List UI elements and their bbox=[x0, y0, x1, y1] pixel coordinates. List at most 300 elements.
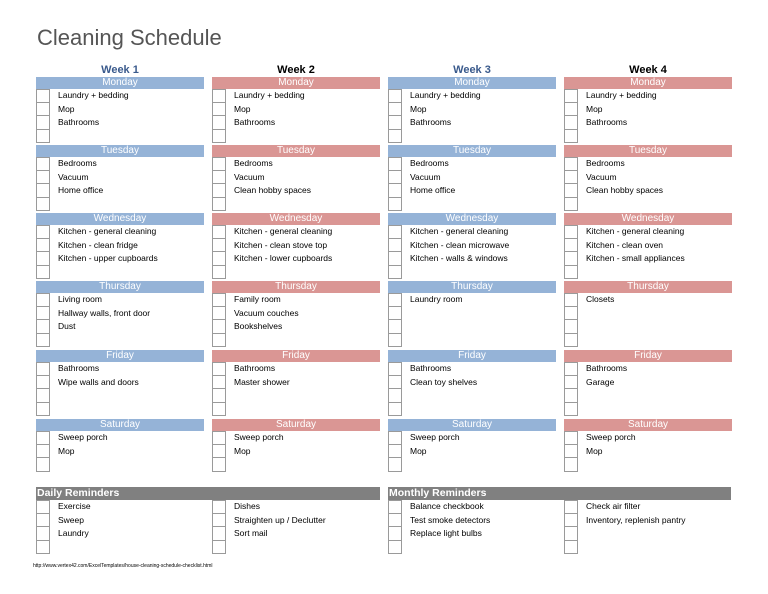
task-row bbox=[36, 458, 204, 472]
task-row bbox=[388, 252, 556, 266]
task-row bbox=[36, 376, 204, 390]
day-block bbox=[388, 419, 556, 472]
task-row bbox=[388, 239, 556, 253]
task-checkbox[interactable] bbox=[36, 116, 50, 130]
task-row bbox=[212, 198, 380, 212]
task-checkbox[interactable] bbox=[564, 198, 578, 212]
task-text: Kitchen - lower cupboards bbox=[234, 253, 333, 264]
task-text: Mop bbox=[586, 103, 603, 114]
task-row bbox=[564, 431, 732, 445]
task-checkbox[interactable] bbox=[36, 225, 50, 239]
task-row bbox=[388, 130, 556, 144]
task-row bbox=[36, 514, 204, 528]
task-row bbox=[36, 307, 204, 321]
task-checkbox[interactable] bbox=[388, 198, 402, 212]
task-checkbox[interactable] bbox=[388, 514, 402, 528]
task-text: Kitchen - general cleaning bbox=[58, 226, 157, 236]
week-header: Week 2 bbox=[277, 64, 315, 76]
task-checkbox[interactable] bbox=[36, 514, 50, 528]
task-checkbox[interactable] bbox=[564, 541, 578, 555]
day-header: Tuesday bbox=[36, 145, 204, 157]
task-row bbox=[212, 225, 380, 239]
task-text: Bathrooms bbox=[234, 363, 276, 373]
task-text: Sweep porch bbox=[410, 432, 460, 442]
task-row bbox=[36, 157, 204, 171]
day-block bbox=[388, 77, 556, 143]
task-row bbox=[564, 389, 732, 403]
task-row bbox=[212, 403, 380, 417]
task-checkbox[interactable] bbox=[388, 403, 402, 417]
monthly-reminders-title: Monthly Reminders bbox=[388, 487, 731, 500]
task-text: Replace light bulbs bbox=[410, 528, 482, 539]
task-checkbox[interactable] bbox=[212, 334, 226, 348]
task-checkbox[interactable] bbox=[36, 89, 50, 103]
day-block bbox=[36, 145, 204, 211]
daily-reminders bbox=[36, 487, 380, 556]
task-checkbox[interactable] bbox=[36, 431, 50, 445]
task-checkbox[interactable] bbox=[564, 157, 578, 171]
task-checkbox[interactable] bbox=[212, 171, 226, 185]
task-text: Mop bbox=[586, 445, 603, 456]
day-header: Monday bbox=[36, 77, 204, 89]
task-checkbox[interactable] bbox=[564, 431, 578, 445]
task-checkbox[interactable] bbox=[564, 307, 578, 321]
task-checkbox[interactable] bbox=[388, 157, 402, 171]
day-header: Wednesday bbox=[212, 213, 380, 225]
task-checkbox[interactable] bbox=[212, 527, 226, 541]
task-text: Laundry + bedding bbox=[586, 90, 657, 100]
task-text: Family room bbox=[234, 294, 281, 304]
task-checkbox[interactable] bbox=[36, 184, 50, 198]
task-checkbox[interactable] bbox=[388, 541, 402, 555]
task-row bbox=[36, 362, 204, 376]
task-checkbox[interactable] bbox=[212, 252, 226, 266]
task-row bbox=[212, 266, 380, 280]
day-block bbox=[212, 77, 380, 143]
day-block bbox=[212, 419, 380, 472]
week-header: Week 4 bbox=[629, 64, 667, 76]
reminder-column bbox=[388, 500, 556, 554]
task-text: Master shower bbox=[234, 376, 290, 387]
task-checkbox[interactable] bbox=[388, 527, 402, 541]
task-row bbox=[212, 171, 380, 185]
task-checkbox[interactable] bbox=[36, 307, 50, 321]
day-header: Friday bbox=[564, 350, 732, 362]
day-header: Tuesday bbox=[564, 145, 732, 157]
task-checkbox[interactable] bbox=[388, 334, 402, 348]
day-header: Wednesday bbox=[36, 213, 204, 225]
task-row bbox=[388, 157, 556, 171]
week-header: Week 3 bbox=[453, 64, 491, 76]
task-row bbox=[212, 500, 380, 514]
task-row bbox=[36, 403, 204, 417]
task-checkbox[interactable] bbox=[564, 116, 578, 130]
task-row bbox=[564, 362, 732, 376]
task-text: Kitchen - general cleaning bbox=[586, 226, 685, 236]
week-column bbox=[388, 63, 556, 456]
day-block bbox=[212, 145, 380, 211]
day-header: Friday bbox=[212, 350, 380, 362]
task-checkbox[interactable] bbox=[212, 225, 226, 239]
task-checkbox[interactable] bbox=[36, 445, 50, 459]
task-checkbox[interactable] bbox=[212, 89, 226, 103]
task-row bbox=[388, 89, 556, 103]
task-checkbox[interactable] bbox=[212, 541, 226, 555]
task-checkbox[interactable] bbox=[564, 445, 578, 459]
task-checkbox[interactable] bbox=[564, 171, 578, 185]
task-row bbox=[36, 171, 204, 185]
task-checkbox[interactable] bbox=[212, 103, 226, 117]
day-header: Tuesday bbox=[212, 145, 380, 157]
task-row bbox=[388, 541, 556, 555]
task-checkbox[interactable] bbox=[388, 362, 402, 376]
task-checkbox[interactable] bbox=[36, 320, 50, 334]
task-row bbox=[564, 239, 732, 253]
task-text: Mop bbox=[58, 445, 75, 456]
task-row bbox=[212, 458, 380, 472]
task-checkbox[interactable] bbox=[36, 500, 50, 514]
task-checkbox[interactable] bbox=[36, 334, 50, 348]
task-checkbox[interactable] bbox=[388, 116, 402, 130]
task-checkbox[interactable] bbox=[564, 320, 578, 334]
week-header: Week 1 bbox=[101, 64, 139, 76]
task-text: Kitchen - upper cupboards bbox=[58, 253, 158, 264]
task-row bbox=[212, 376, 380, 390]
task-row bbox=[212, 252, 380, 266]
day-header: Saturday bbox=[388, 419, 556, 431]
day-header: Thursday bbox=[36, 281, 204, 293]
task-row bbox=[564, 198, 732, 212]
task-checkbox[interactable] bbox=[388, 389, 402, 403]
task-checkbox[interactable] bbox=[212, 458, 226, 472]
task-row bbox=[388, 225, 556, 239]
task-row bbox=[388, 116, 556, 130]
task-checkbox[interactable] bbox=[212, 445, 226, 459]
task-checkbox[interactable] bbox=[564, 334, 578, 348]
task-checkbox[interactable] bbox=[36, 239, 50, 253]
task-text: Sweep porch bbox=[234, 432, 284, 442]
day-header: Monday bbox=[212, 77, 380, 89]
task-row bbox=[388, 527, 556, 541]
task-text: Bathrooms bbox=[410, 117, 452, 128]
task-text: Mop bbox=[410, 103, 427, 114]
task-checkbox[interactable] bbox=[564, 527, 578, 541]
task-text: Bookshelves bbox=[234, 321, 283, 332]
task-row bbox=[564, 445, 732, 459]
task-row bbox=[388, 376, 556, 390]
task-text: Kitchen - general cleaning bbox=[234, 226, 333, 236]
task-checkbox[interactable] bbox=[36, 376, 50, 390]
task-text: Clean toy shelves bbox=[410, 376, 478, 387]
task-checkbox[interactable] bbox=[388, 225, 402, 239]
task-text: Balance checkbook bbox=[410, 501, 484, 511]
task-row bbox=[212, 320, 380, 334]
task-text: Bedrooms bbox=[234, 158, 273, 168]
task-text: Garage bbox=[586, 376, 615, 387]
task-checkbox[interactable] bbox=[36, 252, 50, 266]
day-header: Thursday bbox=[212, 281, 380, 293]
task-row bbox=[36, 389, 204, 403]
task-text: Sort mail bbox=[234, 528, 268, 539]
task-checkbox[interactable] bbox=[36, 103, 50, 117]
task-text: Kitchen - small appliances bbox=[586, 253, 685, 264]
task-text: Vacuum couches bbox=[234, 307, 299, 318]
task-text: Bedrooms bbox=[410, 158, 449, 168]
task-checkbox[interactable] bbox=[564, 514, 578, 528]
day-block bbox=[212, 281, 380, 347]
task-row bbox=[564, 500, 732, 514]
task-text: Bathrooms bbox=[586, 117, 628, 128]
day-header: Saturday bbox=[36, 419, 204, 431]
task-checkbox[interactable] bbox=[212, 320, 226, 334]
task-row bbox=[36, 431, 204, 445]
day-header: Monday bbox=[564, 77, 732, 89]
day-block bbox=[212, 350, 380, 416]
day-block bbox=[212, 213, 380, 279]
task-checkbox[interactable] bbox=[212, 307, 226, 321]
task-checkbox[interactable] bbox=[564, 225, 578, 239]
task-row bbox=[388, 431, 556, 445]
task-text: Bedrooms bbox=[58, 158, 97, 168]
task-text: Straighten up / Declutter bbox=[234, 514, 326, 525]
task-row bbox=[212, 445, 380, 459]
task-row bbox=[388, 184, 556, 198]
task-row bbox=[564, 171, 732, 185]
task-checkbox[interactable] bbox=[564, 266, 578, 280]
day-block bbox=[564, 419, 732, 472]
task-checkbox[interactable] bbox=[36, 266, 50, 280]
task-checkbox[interactable] bbox=[388, 500, 402, 514]
task-checkbox[interactable] bbox=[388, 376, 402, 390]
day-block bbox=[388, 213, 556, 279]
task-checkbox[interactable] bbox=[36, 403, 50, 417]
task-checkbox[interactable] bbox=[388, 431, 402, 445]
task-row bbox=[36, 225, 204, 239]
task-checkbox[interactable] bbox=[388, 252, 402, 266]
task-text: Sweep porch bbox=[586, 432, 636, 442]
task-checkbox[interactable] bbox=[212, 116, 226, 130]
day-header: Thursday bbox=[388, 281, 556, 293]
task-row bbox=[212, 431, 380, 445]
task-row bbox=[564, 103, 732, 117]
task-checkbox[interactable] bbox=[564, 362, 578, 376]
day-header: Friday bbox=[388, 350, 556, 362]
task-row bbox=[564, 89, 732, 103]
task-row bbox=[212, 389, 380, 403]
task-text: Wipe walls and doors bbox=[58, 376, 139, 387]
task-row bbox=[564, 334, 732, 348]
day-block bbox=[564, 350, 732, 416]
task-text: Vacuum bbox=[58, 171, 89, 182]
task-checkbox[interactable] bbox=[36, 157, 50, 171]
task-text: Bathrooms bbox=[58, 363, 100, 373]
task-text: Laundry room bbox=[410, 294, 463, 304]
task-checkbox[interactable] bbox=[36, 458, 50, 472]
task-row bbox=[564, 527, 732, 541]
task-text: Home office bbox=[410, 185, 456, 196]
task-checkbox[interactable] bbox=[212, 293, 226, 307]
task-checkbox[interactable] bbox=[36, 541, 50, 555]
task-checkbox[interactable] bbox=[36, 527, 50, 541]
task-checkbox[interactable] bbox=[564, 252, 578, 266]
task-text: Clean hobby spaces bbox=[586, 185, 664, 196]
task-checkbox[interactable] bbox=[564, 376, 578, 390]
page-title: Cleaning Schedule bbox=[37, 25, 222, 50]
day-block bbox=[564, 145, 732, 211]
task-row bbox=[36, 541, 204, 555]
task-checkbox[interactable] bbox=[212, 266, 226, 280]
task-row bbox=[212, 293, 380, 307]
task-row bbox=[388, 320, 556, 334]
task-text: Kitchen - walls & windows bbox=[410, 253, 508, 264]
task-row bbox=[564, 157, 732, 171]
task-row bbox=[388, 171, 556, 185]
task-row bbox=[212, 239, 380, 253]
task-checkbox[interactable] bbox=[212, 130, 226, 144]
day-block bbox=[36, 350, 204, 416]
task-row bbox=[212, 103, 380, 117]
task-row bbox=[36, 320, 204, 334]
task-checkbox[interactable] bbox=[564, 293, 578, 307]
task-checkbox[interactable] bbox=[212, 500, 226, 514]
task-text: Dishes bbox=[234, 501, 260, 511]
task-row bbox=[388, 403, 556, 417]
task-checkbox[interactable] bbox=[564, 103, 578, 117]
task-row bbox=[212, 89, 380, 103]
task-checkbox[interactable] bbox=[564, 130, 578, 144]
task-checkbox[interactable] bbox=[212, 184, 226, 198]
task-row bbox=[388, 445, 556, 459]
footer-url[interactable]: http://www.vertex42.com/ExcelTemplates/house-cleaning-schedule-checklist.html bbox=[33, 563, 213, 569]
day-block bbox=[36, 419, 204, 472]
week-column bbox=[212, 63, 380, 456]
task-row bbox=[564, 266, 732, 280]
task-checkbox[interactable] bbox=[36, 293, 50, 307]
task-checkbox[interactable] bbox=[564, 403, 578, 417]
task-row bbox=[36, 252, 204, 266]
task-checkbox[interactable] bbox=[564, 500, 578, 514]
task-text: Laundry bbox=[58, 528, 89, 539]
task-row bbox=[36, 184, 204, 198]
task-checkbox[interactable] bbox=[212, 389, 226, 403]
week-column bbox=[564, 63, 732, 456]
task-checkbox[interactable] bbox=[388, 103, 402, 117]
day-header: Wednesday bbox=[388, 213, 556, 225]
day-block bbox=[564, 77, 732, 143]
task-checkbox[interactable] bbox=[212, 403, 226, 417]
task-text: Dust bbox=[58, 321, 76, 332]
task-checkbox[interactable] bbox=[388, 130, 402, 144]
task-checkbox[interactable] bbox=[36, 130, 50, 144]
day-block bbox=[388, 350, 556, 416]
day-block bbox=[36, 213, 204, 279]
task-row bbox=[564, 514, 732, 528]
task-checkbox[interactable] bbox=[36, 198, 50, 212]
task-text: Laundry + bedding bbox=[58, 90, 129, 100]
task-checkbox[interactable] bbox=[564, 458, 578, 472]
task-checkbox[interactable] bbox=[388, 89, 402, 103]
task-checkbox[interactable] bbox=[212, 239, 226, 253]
weekly-schedule bbox=[36, 63, 731, 477]
task-text: Mop bbox=[234, 445, 251, 456]
task-row bbox=[36, 266, 204, 280]
task-checkbox[interactable] bbox=[212, 376, 226, 390]
day-block bbox=[388, 281, 556, 347]
task-row bbox=[388, 389, 556, 403]
task-text: Kitchen - clean stove top bbox=[234, 239, 328, 250]
day-header: Wednesday bbox=[564, 213, 732, 225]
task-row bbox=[36, 116, 204, 130]
task-checkbox[interactable] bbox=[36, 362, 50, 376]
task-text: Bathrooms bbox=[58, 117, 100, 128]
task-text: Kitchen - clean oven bbox=[586, 239, 664, 250]
task-row bbox=[36, 527, 204, 541]
task-checkbox[interactable] bbox=[564, 184, 578, 198]
task-text: Mop bbox=[234, 103, 251, 114]
task-text: Closets bbox=[586, 294, 615, 304]
task-row bbox=[564, 541, 732, 555]
task-text: Check air filter bbox=[586, 501, 641, 511]
reminder-column bbox=[564, 500, 732, 554]
task-checkbox[interactable] bbox=[388, 293, 402, 307]
task-row bbox=[564, 225, 732, 239]
task-checkbox[interactable] bbox=[36, 171, 50, 185]
task-text: Vacuum bbox=[586, 171, 617, 182]
task-text: Bathrooms bbox=[586, 363, 628, 373]
task-checkbox[interactable] bbox=[564, 389, 578, 403]
monthly-reminders bbox=[388, 487, 731, 556]
task-row bbox=[212, 514, 380, 528]
task-checkbox[interactable] bbox=[212, 362, 226, 376]
day-header: Monday bbox=[388, 77, 556, 89]
task-text: Bedrooms bbox=[586, 158, 625, 168]
task-checkbox[interactable] bbox=[388, 458, 402, 472]
task-row bbox=[212, 130, 380, 144]
task-checkbox[interactable] bbox=[388, 239, 402, 253]
task-text: Kitchen - clean microwave bbox=[410, 239, 510, 250]
task-row bbox=[388, 198, 556, 212]
task-text: Sweep bbox=[58, 514, 84, 525]
task-text: Bathrooms bbox=[234, 117, 276, 128]
task-row bbox=[564, 252, 732, 266]
task-row bbox=[212, 541, 380, 555]
task-row bbox=[36, 293, 204, 307]
task-row bbox=[212, 362, 380, 376]
task-checkbox[interactable] bbox=[212, 431, 226, 445]
task-text: Vacuum bbox=[410, 171, 441, 182]
task-checkbox[interactable] bbox=[564, 239, 578, 253]
task-checkbox[interactable] bbox=[388, 307, 402, 321]
task-text: Mop bbox=[58, 103, 75, 114]
task-checkbox[interactable] bbox=[388, 171, 402, 185]
day-block bbox=[388, 145, 556, 211]
task-checkbox[interactable] bbox=[212, 157, 226, 171]
task-checkbox[interactable] bbox=[388, 320, 402, 334]
task-checkbox[interactable] bbox=[564, 89, 578, 103]
day-block bbox=[564, 281, 732, 347]
task-checkbox[interactable] bbox=[36, 389, 50, 403]
task-row bbox=[36, 89, 204, 103]
task-checkbox[interactable] bbox=[212, 514, 226, 528]
task-checkbox[interactable] bbox=[388, 184, 402, 198]
task-row bbox=[212, 527, 380, 541]
task-text: Bathrooms bbox=[410, 363, 452, 373]
task-row bbox=[388, 334, 556, 348]
day-header: Saturday bbox=[564, 419, 732, 431]
task-checkbox[interactable] bbox=[388, 445, 402, 459]
task-checkbox[interactable] bbox=[388, 266, 402, 280]
task-checkbox[interactable] bbox=[212, 198, 226, 212]
